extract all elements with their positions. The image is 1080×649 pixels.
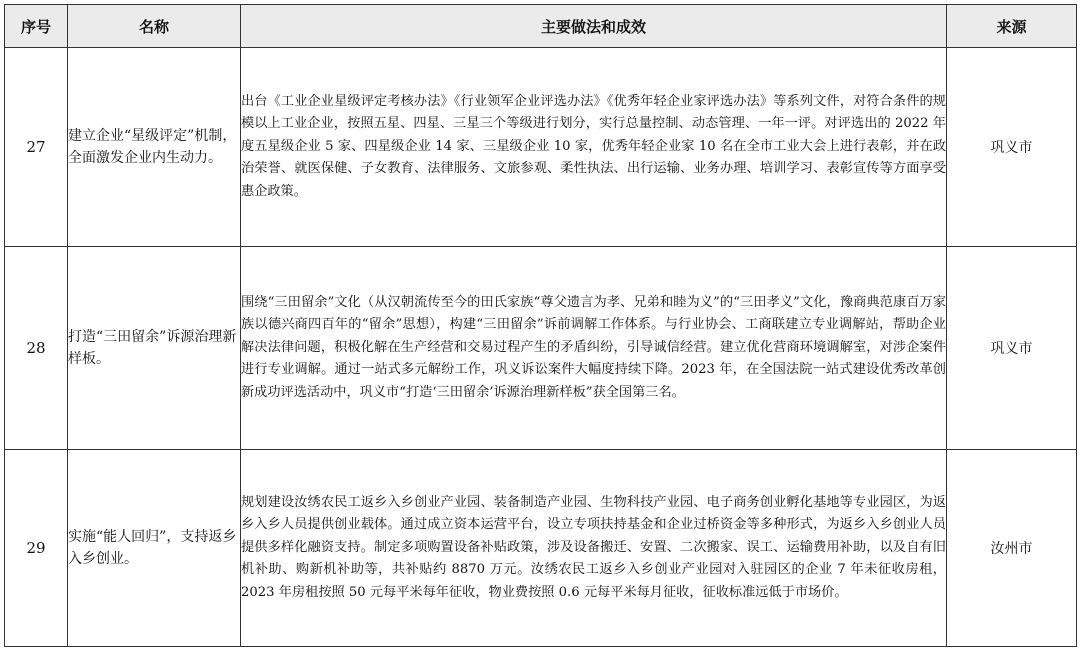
row-index: 28 — [5, 247, 68, 450]
row-source: 巩义市 — [947, 247, 1077, 450]
table-row — [5, 48, 1077, 247]
table-header-row — [5, 5, 1077, 48]
row-name: 打造“三田留余”诉源治理新样板。 — [68, 247, 241, 450]
row-index: 27 — [5, 48, 68, 247]
row-source: 汝州市 — [947, 450, 1077, 647]
row-index: 29 — [5, 450, 68, 647]
header-index: 序号 — [5, 5, 68, 48]
row-measures: 出台《工业企业星级评定考核办法》《行业领军企业评选办法》《优秀年轻企业家评选办法》等系列文件，对符合条件的规模以上工业企业，按照五星、四星、三星三个等级进行划分，实行总量控制、动态管理、一年一评。对评选出的 2022 年度五星级企业 5 家、四星级企业 14 家、三星级企业 10 家，优秀年轻企业家 10 名在全市工业大会上进行表彰，并在政治荣誉、就医保健、子女教育、法律服务、文旅参观、柔性执法、出行运输、业务办理、培训学习、表彰宣传等方面享受惠企政策。 — [241, 48, 947, 247]
row-measures: 规划建设汝绣农民工返乡入乡创业产业园、装备制造产业园、生物科技产业园、电子商务创业孵化基地等专业园区，为返乡入乡人员提供创业载体。通过成立资本运营平台，设立专项扶持基金和企业过桥资金等多种形式，为返乡入乡创业人员提供多样化融资支持。制定多项购置设备补贴政策，涉及设备搬迁、安置、二次搬家、误工、运输费用补助，以及自有旧机补助、购新机补助等，共补贴约 8870 万元。汝绣农民工返乡入乡创业产业园对入驻园区的企业 7 年未征收房租，2023 年房租按照 50 元每平米每年征收，物业费按照 0.6 元每平米每月征收，征收标准远低于市场价。 — [241, 450, 947, 647]
row-name: 实施“能人回归”，支持返乡入乡创业。 — [68, 450, 241, 647]
header-source: 来源 — [947, 5, 1077, 48]
row-name: 建立企业“星级评定”机制，全面激发企业内生动力。 — [68, 48, 241, 247]
header-measures: 主要做法和成效 — [241, 5, 947, 48]
table-row — [5, 450, 1077, 647]
row-source: 巩义市 — [947, 48, 1077, 247]
table-row — [5, 247, 1077, 450]
header-name: 名称 — [68, 5, 241, 48]
policy-table — [4, 4, 1077, 647]
row-measures: 围绕“三田留余”文化（从汉朝流传至今的田氏家族“尊父遗言为孝、兄弟和睦为义”的“三田孝义”文化，豫商典范康百万家族以德兴商四百年的“留余”思想），构建“三田留余”诉前调解工作体系。与行业协会、工商联建立专业调解站，帮助企业解决法律问题，积极化解在生产经营和交易过程产生的矛盾纠纷，引导诚信经营。建立优化营商环境调解室，对涉企案件进行专业调解。通过一站式多元解纷工作，巩义诉讼案件大幅度持续下降。2023 年，在全国法院一站式建设优秀改革创新成功评选活动中，巩义市“打造‘三田留余’诉源治理新样板”获全国第三名。 — [241, 247, 947, 450]
